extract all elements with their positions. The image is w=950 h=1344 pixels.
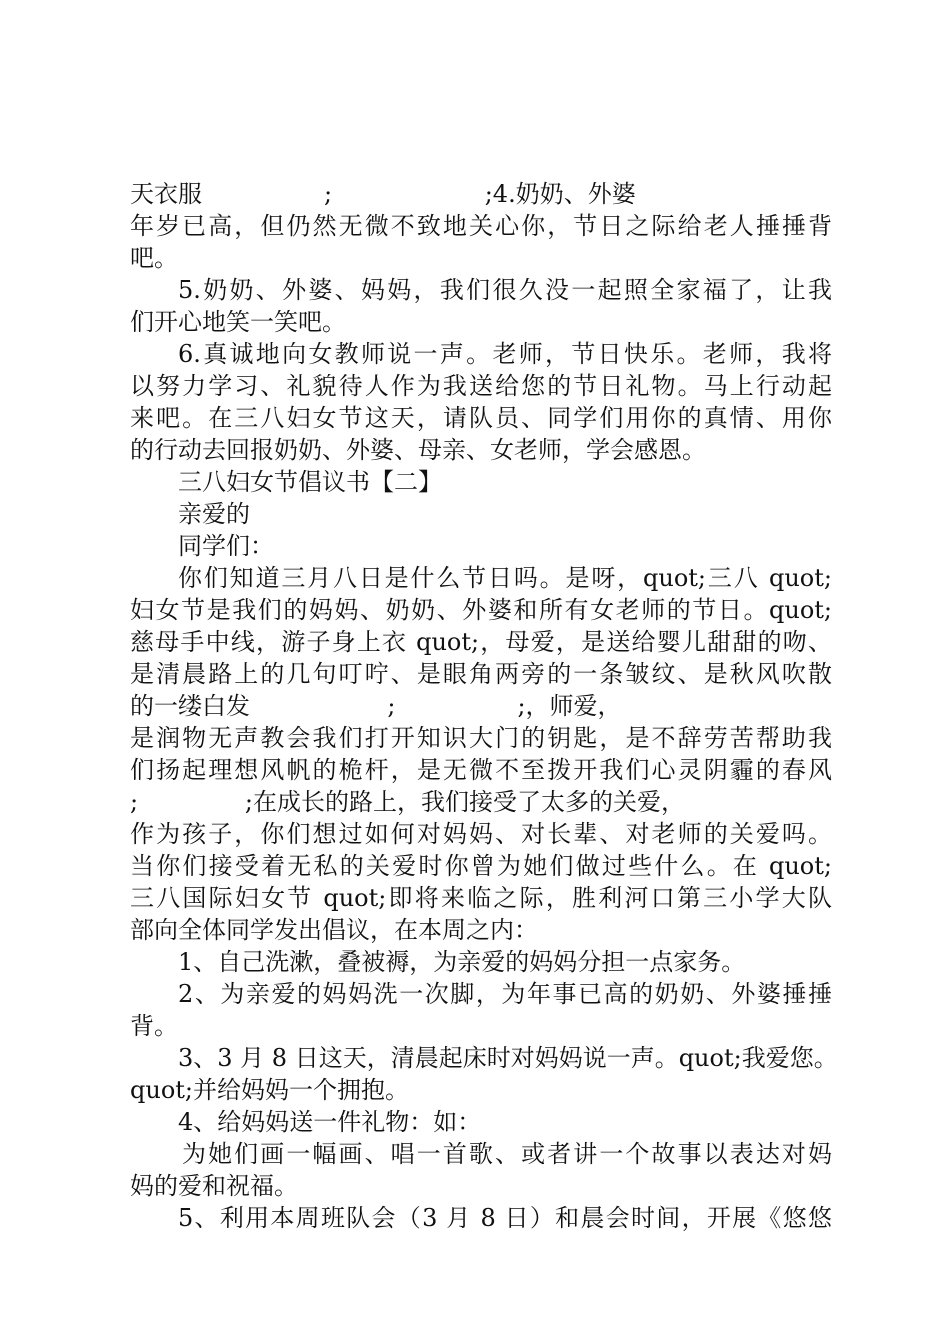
text-line: 吧。: [130, 244, 178, 272]
text-line: 们开心地笑一笑吧。: [130, 308, 346, 336]
list-item: 1、自己洗漱，叠被褥，为亲爱的妈妈分担一点家务。: [178, 948, 746, 976]
text-line: 5.奶奶、外婆、妈妈，我们很久没一起照全家福了，让我: [178, 276, 832, 304]
text-line: 同学们：: [178, 532, 274, 560]
text-line: ; ;在成长的路上，我们接受了太多的关爱，: [130, 788, 685, 816]
text-line: 的一缕白发 ; ;，师爱，: [130, 692, 622, 720]
text-line: 亲爱的: [178, 500, 250, 528]
list-item: 2、为亲爱的妈妈洗一次脚，为年事已高的奶奶、外婆捶捶: [178, 980, 832, 1008]
text-line: 以努力学习、礼貌待人作为我送给您的节日礼物。马上行动起: [130, 372, 832, 400]
section-heading: 三八妇女节倡议书【二】: [178, 468, 442, 496]
text-line: quot;并给妈妈一个拥抱。: [130, 1076, 409, 1104]
text-line: [130, 178, 832, 210]
line-segment: 天衣服 ; ;4.奶奶、外婆: [130, 180, 636, 208]
text-line: 当你们接受着无私的关爱时你曾为她们做过些什么。在 quot;: [130, 852, 832, 880]
text-line: 是清晨路上的几句叮咛、是眼角两旁的一条皱纹、是秋风吹散: [130, 660, 832, 688]
text-line: 部向全体同学发出倡议，在本周之内：: [130, 916, 538, 944]
list-item: 3、3 月 8 日这天，清晨起床时对妈妈说一声。quot;我爱您。: [178, 1044, 838, 1072]
text-line: 你们知道三月八日是什么节日吗。是呀，quot;三八 quot;: [178, 564, 832, 592]
text-line: 们扬起理想风帆的桅杆，是无微不至拨开我们心灵阴霾的春风: [130, 756, 832, 784]
text-line: 慈母手中线，游子身上衣 quot;，母爱，是送给婴儿甜甜的吻、: [130, 628, 832, 656]
text-line: 背。: [130, 1012, 178, 1040]
text-line: 来吧。在三八妇女节这天，请队员、同学们用你的真情、用你: [130, 404, 832, 432]
text-line: 的行动去回报奶奶、外婆、母亲、女老师，学会感恩。: [130, 436, 706, 464]
list-item: 4、给妈妈送一件礼物：如：: [178, 1108, 482, 1136]
text-line: 妈的爱和祝福。: [130, 1172, 298, 1200]
text-line: 三八国际妇女节 quot;即将来临之际，胜利河口第三小学大队: [130, 884, 832, 912]
list-item: 5、利用本周班队会（3 月 8 日）和晨会时间，开展《悠悠: [178, 1204, 832, 1232]
text-line: 年岁已高，但仍然无微不致地关心你，节日之际给老人捶捶背: [130, 212, 832, 240]
text-line: 妇女节是我们的妈妈、奶奶、外婆和所有女老师的节日。quot;: [130, 596, 832, 624]
text-line: 为她们画一幅画、唱一首歌、或者讲一个故事以表达对妈: [182, 1140, 832, 1168]
text-line: 是润物无声教会我们打开知识大门的钥匙，是不辞劳苦帮助我: [130, 724, 832, 752]
text-line: 作为孩子，你们想过如何对妈妈、对长辈、对老师的关爱吗。: [130, 820, 832, 848]
text-line: 6.真诚地向女教师说一声。老师，节日快乐。老师，我将: [178, 340, 832, 368]
